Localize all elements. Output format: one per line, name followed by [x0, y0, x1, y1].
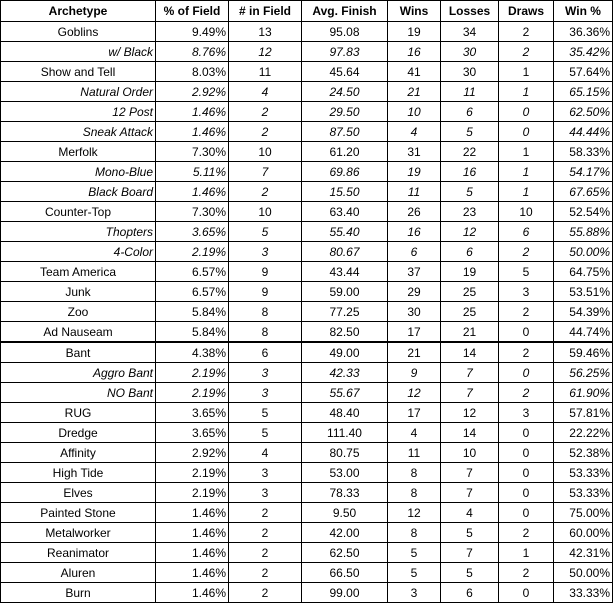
- table-body: [1, 22, 613, 603]
- cell-wins: 8: [388, 463, 441, 483]
- cell-draws: 0: [499, 583, 554, 603]
- cell-archetype: w/ Black: [1, 42, 156, 62]
- cell-win-pct: 22.22%: [554, 423, 613, 443]
- cell-win-pct: 57.81%: [554, 403, 613, 423]
- cell-wins: 21: [388, 82, 441, 102]
- cell-pct-field: 3.65%: [156, 423, 229, 443]
- table-row: [1, 122, 613, 142]
- cell-losses: 22: [441, 142, 499, 162]
- cell-num-field: 4: [229, 82, 302, 102]
- cell-draws: 0: [499, 443, 554, 463]
- cell-num-field: 2: [229, 543, 302, 563]
- cell-win-pct: 33.33%: [554, 583, 613, 603]
- cell-archetype: 4-Color: [1, 242, 156, 262]
- cell-pct-field: 5.11%: [156, 162, 229, 182]
- cell-wins: 9: [388, 363, 441, 383]
- cell-pct-field: 1.46%: [156, 543, 229, 563]
- cell-wins: 5: [388, 543, 441, 563]
- cell-pct-field: 1.46%: [156, 122, 229, 142]
- cell-wins: 17: [388, 322, 441, 343]
- table-row: [1, 302, 613, 322]
- cell-wins: 10: [388, 102, 441, 122]
- cell-avg-finish: 69.86: [302, 162, 388, 182]
- table-row: [1, 282, 613, 302]
- cell-losses: 10: [441, 443, 499, 463]
- cell-win-pct: 54.39%: [554, 302, 613, 322]
- table-row: [1, 62, 613, 82]
- cell-num-field: 10: [229, 142, 302, 162]
- table-row: [1, 423, 613, 443]
- table-row: [1, 242, 613, 262]
- cell-win-pct: 53.33%: [554, 483, 613, 503]
- cell-losses: 14: [441, 423, 499, 443]
- table-row: [1, 403, 613, 423]
- cell-archetype: Metalworker: [1, 523, 156, 543]
- cell-draws: 1: [499, 62, 554, 82]
- cell-losses: 5: [441, 563, 499, 583]
- cell-draws: 0: [499, 463, 554, 483]
- cell-pct-field: 1.46%: [156, 503, 229, 523]
- table-row: [1, 202, 613, 222]
- cell-avg-finish: 61.20: [302, 142, 388, 162]
- cell-num-field: 2: [229, 102, 302, 122]
- cell-archetype: Show and Tell: [1, 62, 156, 82]
- cell-pct-field: 1.46%: [156, 523, 229, 543]
- cell-pct-field: 2.19%: [156, 463, 229, 483]
- cell-wins: 3: [388, 583, 441, 603]
- cell-archetype: Elves: [1, 483, 156, 503]
- cell-pct-field: 8.76%: [156, 42, 229, 62]
- header-avg-finish: Avg. Finish: [302, 1, 388, 22]
- table-row: [1, 523, 613, 543]
- cell-win-pct: 64.75%: [554, 262, 613, 282]
- cell-avg-finish: 82.50: [302, 322, 388, 343]
- cell-num-field: 7: [229, 162, 302, 182]
- cell-win-pct: 52.54%: [554, 202, 613, 222]
- table-row: [1, 222, 613, 242]
- cell-archetype: Natural Order: [1, 82, 156, 102]
- cell-num-field: 2: [229, 503, 302, 523]
- cell-pct-field: 3.65%: [156, 403, 229, 423]
- cell-losses: 12: [441, 222, 499, 242]
- cell-archetype: Team America: [1, 262, 156, 282]
- cell-archetype: Aluren: [1, 563, 156, 583]
- cell-win-pct: 52.38%: [554, 443, 613, 463]
- cell-num-field: 8: [229, 302, 302, 322]
- header-draws: Draws: [499, 1, 554, 22]
- cell-wins: 16: [388, 42, 441, 62]
- table-row: [1, 162, 613, 182]
- cell-draws: 0: [499, 363, 554, 383]
- cell-losses: 6: [441, 583, 499, 603]
- table-row: [1, 82, 613, 102]
- cell-avg-finish: 24.50: [302, 82, 388, 102]
- cell-draws: 2: [499, 242, 554, 262]
- cell-archetype: Junk: [1, 282, 156, 302]
- table-row: [1, 42, 613, 62]
- cell-num-field: 8: [229, 322, 302, 343]
- table-row: [1, 463, 613, 483]
- cell-pct-field: 2.92%: [156, 443, 229, 463]
- cell-avg-finish: 95.08: [302, 22, 388, 42]
- cell-avg-finish: 78.33: [302, 483, 388, 503]
- cell-archetype: RUG: [1, 403, 156, 423]
- cell-num-field: 9: [229, 262, 302, 282]
- cell-num-field: 2: [229, 563, 302, 583]
- cell-win-pct: 58.33%: [554, 142, 613, 162]
- cell-pct-field: 1.46%: [156, 583, 229, 603]
- cell-avg-finish: 59.00: [302, 282, 388, 302]
- cell-draws: 0: [499, 503, 554, 523]
- cell-draws: 5: [499, 262, 554, 282]
- cell-wins: 29: [388, 282, 441, 302]
- table-row: [1, 182, 613, 202]
- cell-losses: 6: [441, 242, 499, 262]
- cell-draws: 2: [499, 523, 554, 543]
- cell-losses: 5: [441, 182, 499, 202]
- cell-wins: 37: [388, 262, 441, 282]
- cell-losses: 30: [441, 62, 499, 82]
- cell-wins: 8: [388, 523, 441, 543]
- cell-archetype: Thopters: [1, 222, 156, 242]
- cell-avg-finish: 97.83: [302, 42, 388, 62]
- cell-archetype: Ad Nauseam: [1, 322, 156, 343]
- cell-draws: 1: [499, 82, 554, 102]
- cell-win-pct: 54.17%: [554, 162, 613, 182]
- cell-avg-finish: 99.00: [302, 583, 388, 603]
- cell-archetype: Sneak Attack: [1, 122, 156, 142]
- cell-losses: 4: [441, 503, 499, 523]
- cell-win-pct: 50.00%: [554, 563, 613, 583]
- cell-losses: 25: [441, 302, 499, 322]
- cell-pct-field: 1.46%: [156, 182, 229, 202]
- cell-avg-finish: 63.40: [302, 202, 388, 222]
- cell-num-field: 13: [229, 22, 302, 42]
- cell-num-field: 2: [229, 182, 302, 202]
- cell-archetype: Burn: [1, 583, 156, 603]
- cell-pct-field: 2.19%: [156, 242, 229, 262]
- cell-losses: 5: [441, 523, 499, 543]
- header-archetype: Archetype: [1, 1, 156, 22]
- cell-num-field: 6: [229, 342, 302, 363]
- cell-avg-finish: 43.44: [302, 262, 388, 282]
- cell-losses: 12: [441, 403, 499, 423]
- cell-draws: 2: [499, 22, 554, 42]
- table-row: [1, 262, 613, 282]
- table-row: [1, 503, 613, 523]
- cell-losses: 7: [441, 543, 499, 563]
- cell-avg-finish: 111.40: [302, 423, 388, 443]
- cell-losses: 25: [441, 282, 499, 302]
- cell-pct-field: 8.03%: [156, 62, 229, 82]
- cell-archetype: Painted Stone: [1, 503, 156, 523]
- cell-losses: 14: [441, 342, 499, 363]
- cell-draws: 3: [499, 403, 554, 423]
- cell-archetype: Reanimator: [1, 543, 156, 563]
- cell-avg-finish: 55.67: [302, 383, 388, 403]
- cell-draws: 0: [499, 322, 554, 343]
- cell-draws: 2: [499, 342, 554, 363]
- cell-win-pct: 42.31%: [554, 543, 613, 563]
- cell-archetype: Black Board: [1, 182, 156, 202]
- cell-archetype: High Tide: [1, 463, 156, 483]
- table-row: [1, 142, 613, 162]
- cell-win-pct: 35.42%: [554, 42, 613, 62]
- table-row: [1, 363, 613, 383]
- cell-win-pct: 67.65%: [554, 182, 613, 202]
- cell-win-pct: 57.64%: [554, 62, 613, 82]
- cell-draws: 2: [499, 42, 554, 62]
- cell-archetype: Dredge: [1, 423, 156, 443]
- cell-num-field: 5: [229, 403, 302, 423]
- cell-num-field: 12: [229, 42, 302, 62]
- cell-num-field: 3: [229, 363, 302, 383]
- cell-pct-field: 2.92%: [156, 82, 229, 102]
- cell-pct-field: 1.46%: [156, 102, 229, 122]
- table-row: [1, 102, 613, 122]
- cell-archetype: 12 Post: [1, 102, 156, 122]
- cell-wins: 12: [388, 503, 441, 523]
- cell-losses: 7: [441, 383, 499, 403]
- cell-archetype: Zoo: [1, 302, 156, 322]
- cell-num-field: 10: [229, 202, 302, 222]
- cell-draws: 0: [499, 483, 554, 503]
- cell-num-field: 9: [229, 282, 302, 302]
- table-row: [1, 342, 613, 363]
- cell-archetype: Bant: [1, 342, 156, 363]
- cell-num-field: 3: [229, 463, 302, 483]
- cell-pct-field: 6.57%: [156, 262, 229, 282]
- cell-wins: 16: [388, 222, 441, 242]
- cell-pct-field: 1.46%: [156, 563, 229, 583]
- cell-draws: 10: [499, 202, 554, 222]
- cell-draws: 1: [499, 162, 554, 182]
- cell-losses: 16: [441, 162, 499, 182]
- cell-archetype: Aggro Bant: [1, 363, 156, 383]
- cell-pct-field: 6.57%: [156, 282, 229, 302]
- cell-pct-field: 9.49%: [156, 22, 229, 42]
- cell-avg-finish: 45.64: [302, 62, 388, 82]
- table-row: [1, 383, 613, 403]
- cell-losses: 30: [441, 42, 499, 62]
- cell-pct-field: 5.84%: [156, 302, 229, 322]
- cell-losses: 34: [441, 22, 499, 42]
- cell-losses: 23: [441, 202, 499, 222]
- cell-avg-finish: 80.75: [302, 443, 388, 463]
- cell-avg-finish: 53.00: [302, 463, 388, 483]
- cell-avg-finish: 77.25: [302, 302, 388, 322]
- cell-win-pct: 44.74%: [554, 322, 613, 343]
- header-win-pct: Win %: [554, 1, 613, 22]
- cell-wins: 17: [388, 403, 441, 423]
- cell-num-field: 11: [229, 62, 302, 82]
- cell-wins: 8: [388, 483, 441, 503]
- cell-avg-finish: 42.00: [302, 523, 388, 543]
- cell-win-pct: 50.00%: [554, 242, 613, 262]
- cell-pct-field: 5.84%: [156, 322, 229, 343]
- header-row: [1, 1, 613, 22]
- cell-avg-finish: 9.50: [302, 503, 388, 523]
- table-row: [1, 543, 613, 563]
- cell-wins: 41: [388, 62, 441, 82]
- cell-win-pct: 36.36%: [554, 22, 613, 42]
- cell-draws: 0: [499, 102, 554, 122]
- cell-wins: 5: [388, 563, 441, 583]
- cell-draws: 2: [499, 383, 554, 403]
- cell-wins: 6: [388, 242, 441, 262]
- cell-win-pct: 53.51%: [554, 282, 613, 302]
- table-row: [1, 563, 613, 583]
- cell-avg-finish: 49.00: [302, 342, 388, 363]
- cell-win-pct: 44.44%: [554, 122, 613, 142]
- header-num-field: # in Field: [229, 1, 302, 22]
- cell-avg-finish: 29.50: [302, 102, 388, 122]
- cell-num-field: 4: [229, 443, 302, 463]
- cell-win-pct: 53.33%: [554, 463, 613, 483]
- table-row: [1, 483, 613, 503]
- cell-draws: 2: [499, 563, 554, 583]
- cell-losses: 11: [441, 82, 499, 102]
- cell-archetype: Affinity: [1, 443, 156, 463]
- cell-num-field: 2: [229, 122, 302, 142]
- cell-wins: 11: [388, 182, 441, 202]
- cell-pct-field: 2.19%: [156, 483, 229, 503]
- cell-wins: 4: [388, 423, 441, 443]
- cell-wins: 19: [388, 22, 441, 42]
- cell-pct-field: 7.30%: [156, 142, 229, 162]
- cell-draws: 0: [499, 423, 554, 443]
- cell-pct-field: 3.65%: [156, 222, 229, 242]
- cell-wins: 19: [388, 162, 441, 182]
- cell-avg-finish: 80.67: [302, 242, 388, 262]
- cell-win-pct: 61.90%: [554, 383, 613, 403]
- cell-win-pct: 60.00%: [554, 523, 613, 543]
- cell-avg-finish: 15.50: [302, 182, 388, 202]
- header-losses: Losses: [441, 1, 499, 22]
- cell-wins: 11: [388, 443, 441, 463]
- cell-draws: 0: [499, 122, 554, 142]
- cell-avg-finish: 48.40: [302, 403, 388, 423]
- cell-wins: 26: [388, 202, 441, 222]
- cell-archetype: NO Bant: [1, 383, 156, 403]
- cell-wins: 30: [388, 302, 441, 322]
- table-row: [1, 322, 613, 343]
- cell-archetype: Goblins: [1, 22, 156, 42]
- cell-num-field: 3: [229, 383, 302, 403]
- cell-wins: 12: [388, 383, 441, 403]
- header-pct-field: % of Field: [156, 1, 229, 22]
- cell-num-field: 5: [229, 222, 302, 242]
- table-row: [1, 22, 613, 42]
- cell-win-pct: 59.46%: [554, 342, 613, 363]
- cell-win-pct: 56.25%: [554, 363, 613, 383]
- cell-num-field: 5: [229, 423, 302, 443]
- cell-losses: 6: [441, 102, 499, 122]
- cell-losses: 19: [441, 262, 499, 282]
- cell-losses: 5: [441, 122, 499, 142]
- cell-avg-finish: 55.40: [302, 222, 388, 242]
- cell-num-field: 2: [229, 583, 302, 603]
- cell-pct-field: 7.30%: [156, 202, 229, 222]
- cell-wins: 31: [388, 142, 441, 162]
- cell-wins: 4: [388, 122, 441, 142]
- cell-pct-field: 2.19%: [156, 363, 229, 383]
- cell-avg-finish: 66.50: [302, 563, 388, 583]
- cell-losses: 7: [441, 483, 499, 503]
- cell-draws: 1: [499, 142, 554, 162]
- cell-draws: 3: [499, 282, 554, 302]
- cell-avg-finish: 42.33: [302, 363, 388, 383]
- cell-losses: 7: [441, 363, 499, 383]
- cell-num-field: 2: [229, 523, 302, 543]
- cell-losses: 7: [441, 463, 499, 483]
- cell-draws: 1: [499, 543, 554, 563]
- cell-win-pct: 55.88%: [554, 222, 613, 242]
- table-row: [1, 583, 613, 603]
- cell-draws: 2: [499, 302, 554, 322]
- cell-pct-field: 2.19%: [156, 383, 229, 403]
- cell-draws: 1: [499, 182, 554, 202]
- cell-win-pct: 65.15%: [554, 82, 613, 102]
- cell-win-pct: 75.00%: [554, 503, 613, 523]
- cell-win-pct: 62.50%: [554, 102, 613, 122]
- cell-losses: 21: [441, 322, 499, 343]
- cell-num-field: 3: [229, 483, 302, 503]
- cell-draws: 6: [499, 222, 554, 242]
- cell-pct-field: 4.38%: [156, 342, 229, 363]
- cell-archetype: Counter-Top: [1, 202, 156, 222]
- cell-avg-finish: 62.50: [302, 543, 388, 563]
- table-row: [1, 443, 613, 463]
- header-wins: Wins: [388, 1, 441, 22]
- cell-wins: 21: [388, 342, 441, 363]
- cell-archetype: Merfolk: [1, 142, 156, 162]
- cell-avg-finish: 87.50: [302, 122, 388, 142]
- cell-num-field: 3: [229, 242, 302, 262]
- cell-archetype: Mono-Blue: [1, 162, 156, 182]
